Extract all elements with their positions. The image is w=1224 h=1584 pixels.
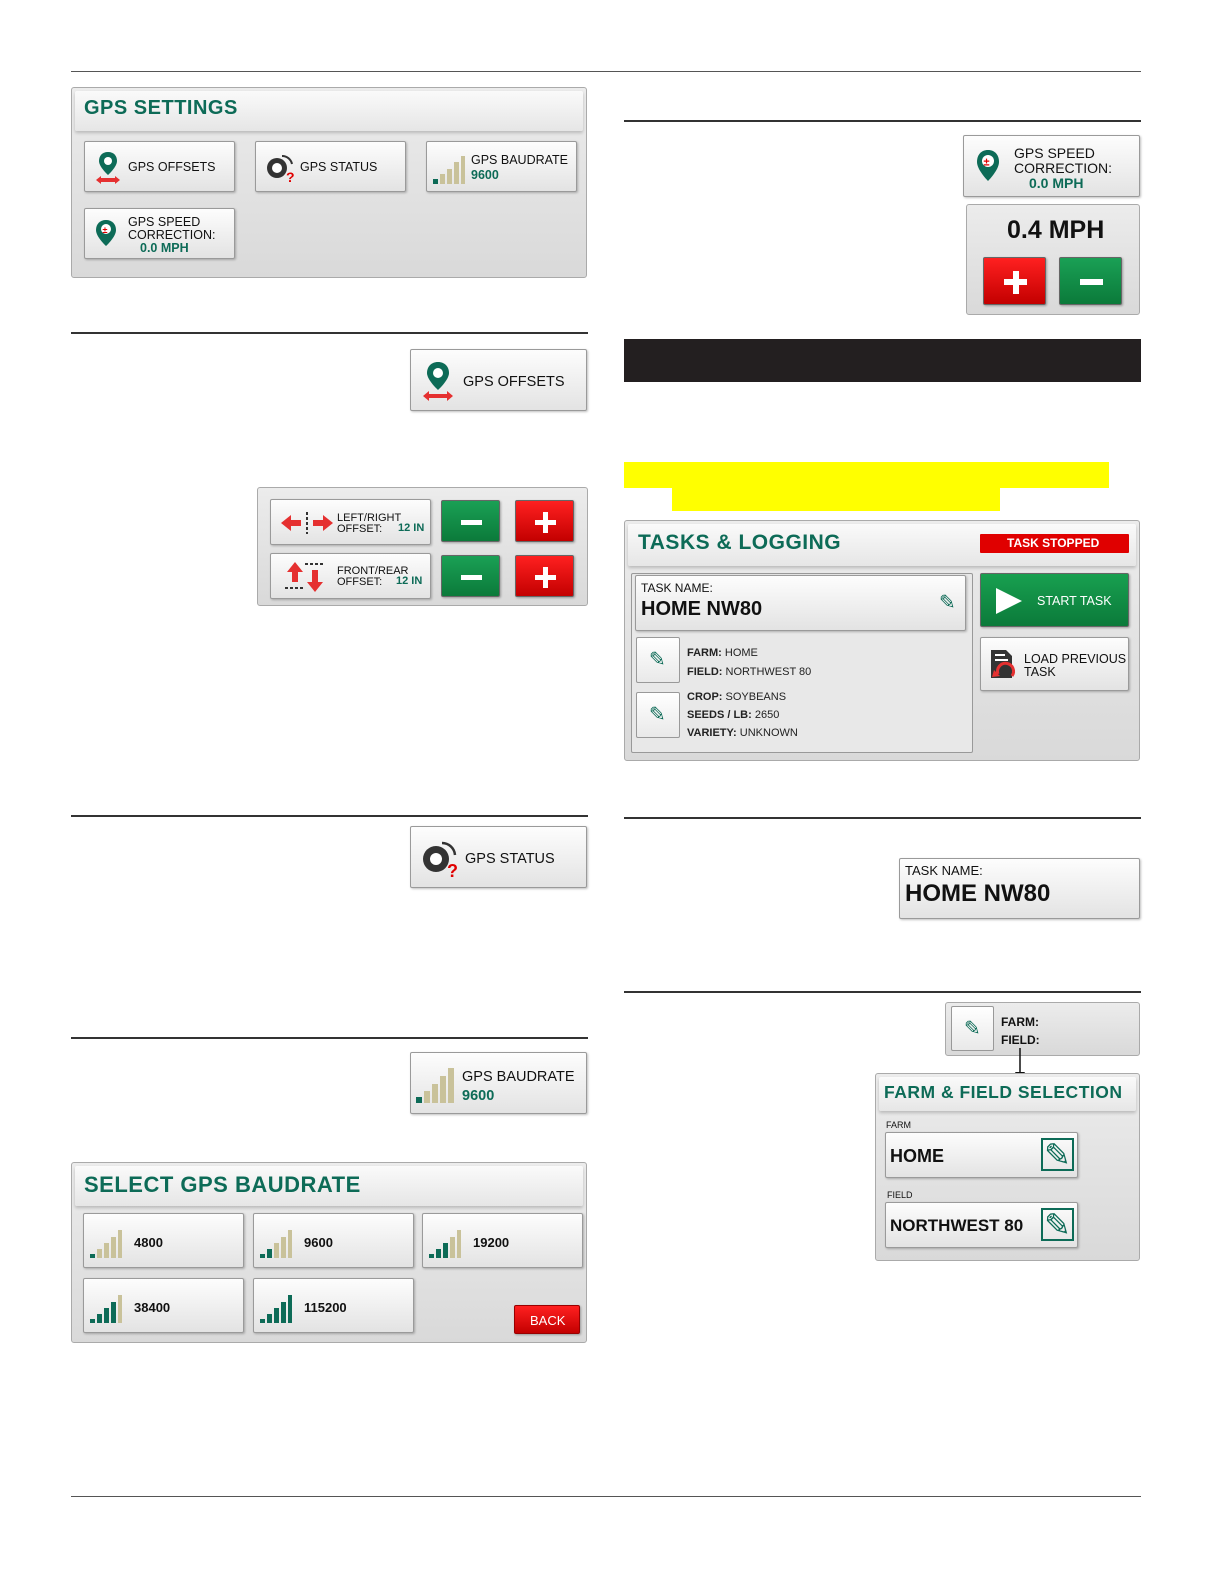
bottom-rule bbox=[71, 1496, 1141, 1497]
top-rule bbox=[71, 71, 1141, 72]
tasks-logging-panel bbox=[624, 520, 1140, 761]
farm-field-callout bbox=[945, 1002, 1140, 1056]
speed-value: 0.0 MPH bbox=[140, 241, 189, 255]
task-name-value: HOME NW80 bbox=[641, 598, 763, 620]
satellite-status-icon bbox=[264, 152, 298, 184]
gps-settings-panel bbox=[71, 87, 587, 278]
highlight-block bbox=[624, 462, 1109, 488]
field-caption: FIELD bbox=[887, 1190, 913, 1200]
gps-baudrate-callout-value: 9600 bbox=[462, 1088, 495, 1104]
lr-plus-button[interactable] bbox=[515, 500, 574, 542]
baudrate-option-label: 9600 bbox=[304, 1235, 333, 1250]
svg-text:?: ? bbox=[447, 861, 458, 879]
gps-status-label: GPS STATUS bbox=[300, 160, 378, 174]
edit-icon: ✎ bbox=[1041, 1208, 1074, 1241]
section-banner bbox=[624, 339, 1141, 382]
variety-row: VARIETY: UNKNOWN bbox=[687, 727, 798, 739]
signal-bars-icon bbox=[433, 154, 465, 184]
fr-value: 12 IN bbox=[396, 575, 423, 587]
baudrate-option-label: 38400 bbox=[134, 1300, 171, 1315]
fr-label-1: FRONT/REAR bbox=[337, 565, 409, 577]
lr-value: 12 IN bbox=[398, 522, 425, 534]
farm-field-selection-panel bbox=[875, 1073, 1140, 1261]
load-previous-label-1: LOAD PREVIOUS bbox=[1024, 652, 1127, 666]
crop-edit-button[interactable] bbox=[636, 692, 680, 738]
edit-icon: ✎ bbox=[649, 649, 666, 671]
gps-status-button[interactable] bbox=[255, 141, 406, 192]
minus-icon bbox=[461, 520, 482, 525]
front-rear-offset-field[interactable] bbox=[270, 553, 431, 599]
speed-label-2: CORRECTION: bbox=[128, 228, 216, 242]
baudrate-option[interactable] bbox=[83, 1278, 244, 1333]
back-button[interactable] bbox=[514, 1305, 580, 1334]
gps-offsets-button[interactable] bbox=[84, 141, 235, 192]
speed-pin-icon bbox=[93, 218, 119, 250]
task-name-label: TASK NAME: bbox=[641, 581, 713, 595]
gps-baudrate-label: GPS BAUDRATE bbox=[471, 153, 569, 167]
signal-bars-icon bbox=[90, 1228, 122, 1258]
gps-baudrate-callout-label: GPS BAUDRATE bbox=[462, 1069, 575, 1085]
panel-title: GPS SETTINGS bbox=[84, 97, 238, 119]
speed-readout: 0.4 MPH bbox=[1007, 216, 1105, 244]
gps-status-callout-button[interactable] bbox=[410, 826, 587, 888]
baudrate-option-label: 4800 bbox=[134, 1235, 163, 1250]
farm-field-edit-button[interactable] bbox=[951, 1006, 994, 1051]
section-rule bbox=[624, 817, 1141, 819]
gps-status-callout-label: GPS STATUS bbox=[465, 851, 555, 867]
speed-adjust-panel bbox=[966, 204, 1140, 315]
field-select-value: NORTHWEST 80 bbox=[890, 1216, 1024, 1235]
svg-text:?: ? bbox=[286, 169, 295, 184]
gps-offsets-callout-button[interactable] bbox=[410, 349, 587, 411]
farm-select-value: HOME bbox=[890, 1146, 944, 1166]
gps-offsets-callout-label: GPS OFFSETS bbox=[463, 374, 565, 390]
start-task-label: START TASK bbox=[1037, 594, 1112, 608]
baudrate-option-label: 115200 bbox=[304, 1300, 347, 1315]
speed-minus-button[interactable] bbox=[1059, 257, 1122, 305]
start-task-button[interactable] bbox=[980, 573, 1129, 627]
minus-icon bbox=[1080, 279, 1103, 285]
lr-label-2: OFFSET: bbox=[337, 523, 383, 535]
gps-baudrate-callout-button[interactable] bbox=[410, 1052, 587, 1114]
field-select-field[interactable] bbox=[885, 1202, 1078, 1248]
left-right-offset-field[interactable] bbox=[270, 499, 431, 545]
farm-key: FARM: bbox=[1001, 1015, 1039, 1029]
svg-text:±: ± bbox=[983, 156, 990, 169]
location-pin-icon bbox=[421, 360, 455, 402]
signal-bars-icon bbox=[260, 1293, 292, 1323]
task-name-callout-label: TASK NAME: bbox=[905, 863, 983, 878]
task-name-callout[interactable] bbox=[899, 858, 1140, 919]
baudrate-option[interactable] bbox=[253, 1278, 414, 1333]
farm-select-field[interactable] bbox=[885, 1132, 1078, 1178]
speed-label-1: GPS SPEED bbox=[128, 215, 201, 229]
back-label: BACK bbox=[530, 1313, 566, 1328]
satellite-status-icon bbox=[420, 839, 464, 879]
farm-row: FARM: HOME bbox=[687, 647, 758, 659]
load-document-icon bbox=[988, 648, 1018, 682]
edit-icon: ✎ bbox=[1041, 1138, 1074, 1171]
panel-title: FARM & FIELD SELECTION bbox=[884, 1082, 1123, 1102]
edit-icon[interactable]: ✎ bbox=[939, 592, 956, 614]
edit-icon: ✎ bbox=[649, 704, 666, 726]
gps-speed-correction-button[interactable] bbox=[84, 208, 235, 259]
signal-bars-icon bbox=[90, 1293, 122, 1323]
task-name-callout-value: HOME NW80 bbox=[905, 880, 1051, 907]
task-status-badge bbox=[980, 534, 1129, 553]
speed-correction-callout-button[interactable] bbox=[963, 135, 1140, 197]
field-row: FIELD: NORTHWEST 80 bbox=[687, 666, 812, 678]
gps-offsets-label: GPS OFFSETS bbox=[128, 160, 216, 174]
crop-row: CROP: SOYBEANS bbox=[687, 691, 787, 703]
lr-minus-button[interactable] bbox=[441, 500, 500, 542]
baudrate-option[interactable] bbox=[422, 1213, 583, 1268]
panel-title: SELECT GPS BAUDRATE bbox=[84, 1172, 361, 1197]
signal-bars-icon bbox=[429, 1228, 461, 1258]
speed-callout-value: 0.0 MPH bbox=[1029, 175, 1084, 191]
task-status-label: TASK STOPPED bbox=[1007, 536, 1100, 550]
signal-bars-icon bbox=[260, 1228, 292, 1258]
section-rule bbox=[71, 332, 588, 334]
seeds-row: SEEDS / LB: 2650 bbox=[687, 709, 780, 721]
baudrate-option-label: 19200 bbox=[473, 1235, 510, 1250]
task-name-field[interactable] bbox=[635, 575, 966, 631]
select-baudrate-panel bbox=[71, 1162, 587, 1343]
signal-bars-icon bbox=[416, 1067, 456, 1103]
highlight-block bbox=[672, 488, 1000, 511]
speed-callout-label-2: CORRECTION: bbox=[1014, 160, 1112, 176]
fr-minus-button[interactable] bbox=[441, 555, 500, 597]
speed-plus-button[interactable] bbox=[983, 257, 1046, 305]
play-icon bbox=[994, 586, 1024, 616]
gps-baudrate-value: 9600 bbox=[471, 168, 499, 182]
load-previous-label-2: TASK bbox=[1024, 665, 1056, 679]
left-right-arrows-icon bbox=[279, 510, 335, 536]
field-key: FIELD: bbox=[1001, 1033, 1040, 1047]
section-rule bbox=[624, 120, 1141, 122]
fr-plus-button[interactable] bbox=[515, 555, 574, 597]
farm-caption: FARM bbox=[886, 1120, 912, 1130]
edit-icon: ✎ bbox=[964, 1018, 981, 1040]
farm-field-edit-button[interactable] bbox=[636, 637, 680, 683]
section-rule bbox=[624, 991, 1141, 993]
section-rule bbox=[71, 1037, 588, 1039]
baudrate-option[interactable] bbox=[253, 1213, 414, 1268]
fr-label-2: OFFSET: bbox=[337, 576, 383, 588]
speed-callout-label-1: GPS SPEED bbox=[1014, 145, 1095, 161]
location-pin-icon bbox=[93, 150, 123, 186]
offsets-panel bbox=[257, 487, 588, 606]
front-rear-arrows-icon bbox=[285, 560, 325, 594]
baudrate-option[interactable] bbox=[83, 1213, 244, 1268]
load-previous-task-button[interactable] bbox=[980, 637, 1129, 691]
panel-title: TASKS & LOGGING bbox=[638, 531, 842, 554]
speed-pin-icon bbox=[973, 148, 1003, 186]
section-rule bbox=[71, 815, 588, 817]
svg-text:±: ± bbox=[102, 225, 108, 235]
lr-label-1: LEFT/RIGHT bbox=[337, 512, 402, 524]
gps-baudrate-button[interactable] bbox=[426, 141, 577, 192]
minus-icon bbox=[461, 575, 482, 580]
